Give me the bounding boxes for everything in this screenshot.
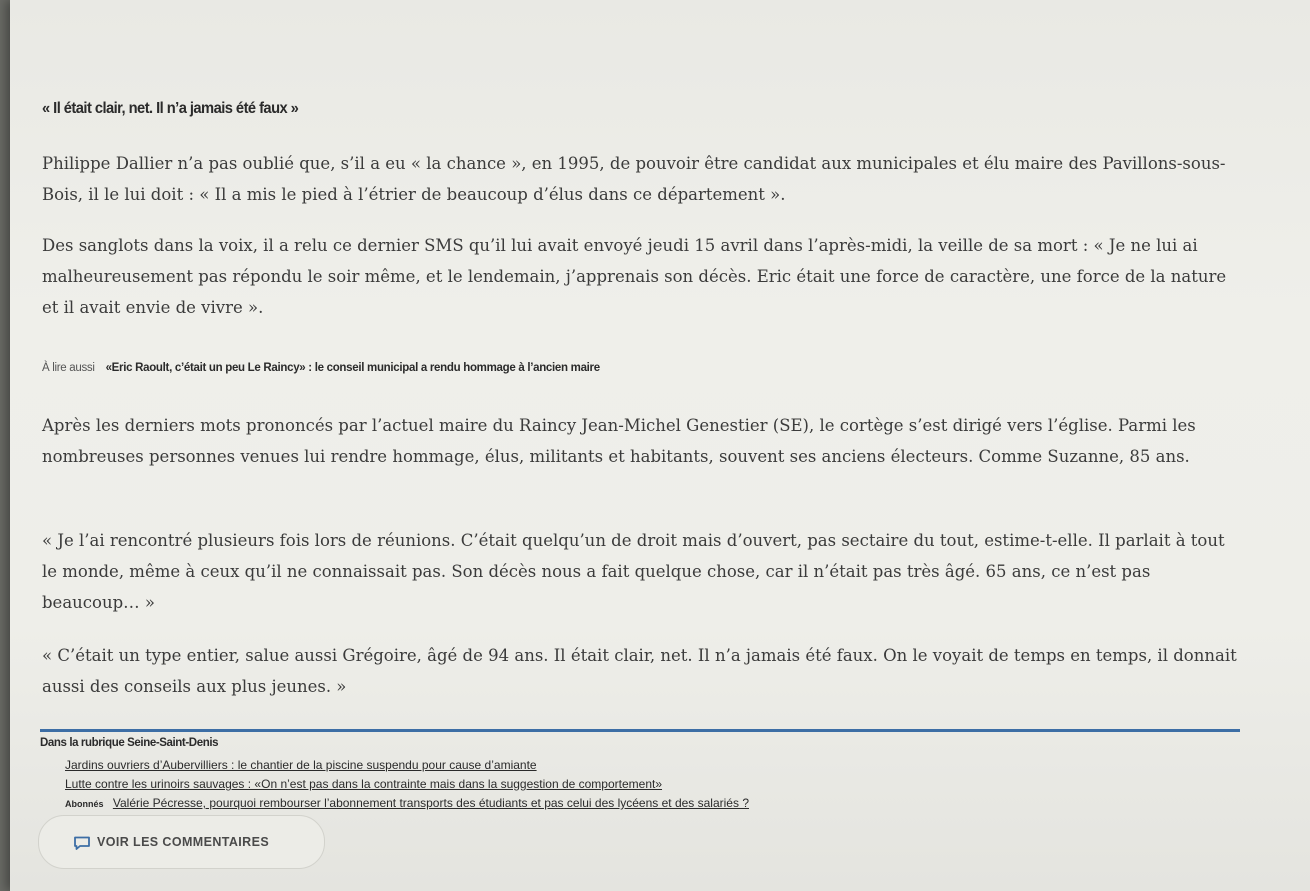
article-paragraph: Après les derniers mots prononcés par l’actuel maire du Raincy Jean-Michel Genestier (SE), le cortège s’est dirigé vers l’église. Parmi les nombreuses personnes venues lui rendre hommage, élus, militants et habitants, souvent ses anciens électeurs. Comme Suzanne, 85 ans. [42,416,1196,466]
view-comments-button[interactable] [38,815,325,869]
printed-page [10,0,1310,891]
section-divider [40,729,1240,732]
rubric-link[interactable]: Lutte contre les urinoirs sauvages : «On n’est pas dans la contrainte mais dans la suggestion de comportement» [65,777,663,791]
premium-badge: Abonnés [65,799,104,809]
related-article[interactable] [42,362,600,374]
article-paragraph: Philippe Dallier n’a pas oublié que, s’il a eu « la chance », en 1995, de pouvoir être candidat aux municipales et élu maire des Pavillons-sous-Bois, il le lui doit : « Il a mis le pied à l’étrier de beaucoup d’élus dans ce département ». [42,154,1226,204]
article-paragraph: « Je l’ai rencontré plusieurs fois lors de réunions. C’était quelqu’un de droit mais d’ouvert, pas sectaire du tout, estime-t-elle. Il parlait à tout le monde, même à ceux qu’il ne connaissait pas. Son décès nous a fait quelque chose, car il n’était pas très âgé. 65 ans, ce n’est pas beaucoup… » [42,531,1225,612]
rubric-label: Dans la rubrique Seine-Saint-Denis [40,737,219,749]
view-comments-label: VOIR LES COMMENTAIRES [97,835,270,849]
article-paragraph: Des sanglots dans la voix, il a relu ce dernier SMS qu’il lui avait envoyé jeudi 15 avril dans l’après-midi, la veille de sa mort : « Je ne lui ai malheureusement pas répondu le soir même, et le lendemain, j’apprenais son décès. Eric était une force de caractère, une force de la nature et il avait envie de vivre ». [42,236,1227,317]
comment-icon [73,835,91,849]
article-subheading: « Il était clair, net. Il n’a jamais été faux » [42,100,299,117]
rubric-link-premium[interactable] [65,796,749,810]
rubric-link[interactable]: Valérie Pécresse, pourquoi rembourser l’abonnement transports des étudiants et pas celui des lycéens et des salariés ? [112,796,749,810]
related-tag: À lire aussi [42,362,95,374]
rubric-link[interactable]: Jardins ouvriers d’Aubervilliers : le chantier de la piscine suspendu pour cause d’amiante [65,758,537,772]
related-link[interactable]: «Eric Raoult, c’était un peu Le Raincy» : le conseil municipal a rendu hommage à l’ancien maire [105,362,600,374]
article-paragraph: « C’était un type entier, salue aussi Grégoire, âgé de 94 ans. Il était clair, net. Il n’a jamais été faux. On le voyait de temps en temps, il donnait aussi des conseils aux plus jeunes. » [42,646,1237,696]
